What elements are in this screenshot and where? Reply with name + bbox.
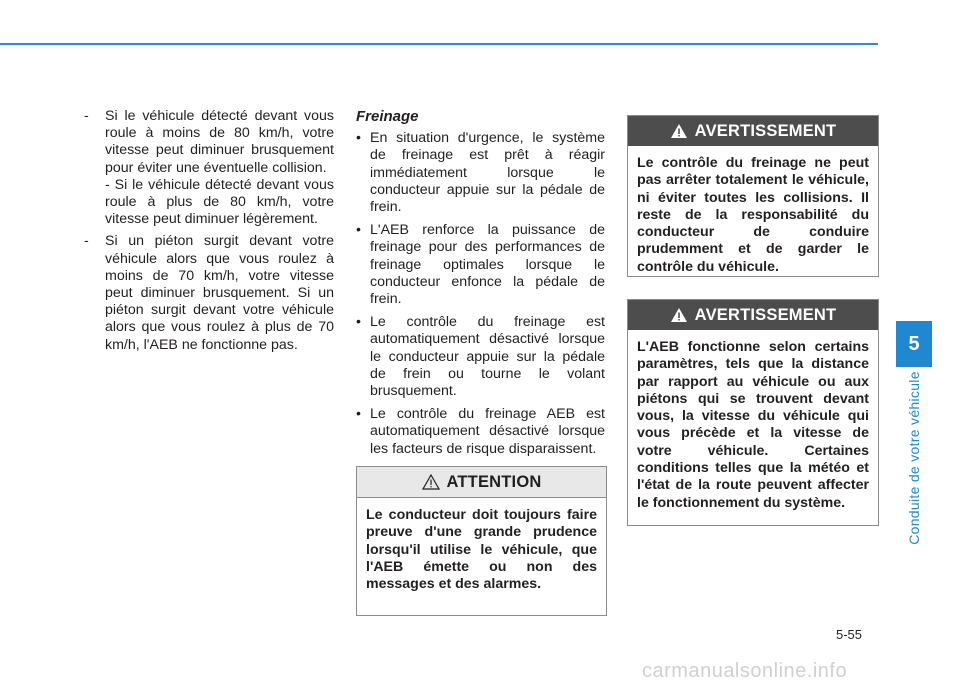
chapter-title-vertical bbox=[894, 370, 934, 545]
list-item-text: Si le véhicule détecté devant vous roule à moins de 80 km/h, votre vitesse peut diminuer brusquement pour éviter une éventuelle collision. bbox=[105, 108, 334, 176]
chapter-title: Conduite de votre véhicule bbox=[906, 370, 922, 545]
caution-triangle-icon bbox=[422, 474, 440, 490]
warning-box bbox=[627, 299, 879, 526]
warning-text: Le contrôle du freinage ne peut pas arrêter totalement le véhicule, ni éviter toutes les collisions. Il reste de la responsabilité du conducteur de conduire prudemment et de garder le contrôle du véhicule. bbox=[637, 155, 869, 275]
watermark: carmanualsonline.info bbox=[642, 660, 848, 682]
attention-title: ATTENTION bbox=[446, 472, 542, 491]
chapter-number: 5 bbox=[908, 332, 920, 355]
bullet-item: • Le contrôle du freinage est automatiquement désactivé lorsque le conducteur appuie sur la pédale de frein ou tourne le volant brusquement. bbox=[356, 314, 605, 400]
list-item-text: Si un piéton surgit devant votre véhicule alors que vous roulez à moins de 70 km/h, votre vitesse peut diminuer brusquement. Si un piéton surgit devant votre véhicule alors que vous roulez à plus de 70 km/h, l'AEB ne fonctionne pas. bbox=[105, 233, 334, 353]
attention-text: Le conducteur doit toujours faire preuve d'une grande prudence lorsqu'il utilise le véhicule, que l'AEB émette ou non des messages et des alarmes. bbox=[366, 507, 597, 593]
bullet-item: • En situation d'urgence, le système de freinage est prêt à réagir immédiatement lorsque le conducteur appuie sur la pédale de frein. bbox=[356, 130, 605, 216]
header-rule bbox=[0, 43, 878, 45]
section-heading: Freinage bbox=[356, 108, 419, 125]
warning-header bbox=[628, 116, 878, 146]
page-number: 5-55 bbox=[836, 627, 863, 642]
attention-box bbox=[356, 466, 607, 616]
warning-header bbox=[628, 300, 878, 330]
warning-title: AVERTISSEMENT bbox=[694, 121, 837, 140]
warning-triangle-icon bbox=[670, 123, 688, 139]
warning-triangle-icon bbox=[670, 307, 688, 323]
bullet-item: • Le contrôle du freinage AEB est automatiquement désactivé lorsque les facteurs de risque disparaissent. bbox=[356, 406, 605, 458]
chapter-tab bbox=[896, 321, 932, 367]
list-item bbox=[84, 233, 334, 353]
attention-header bbox=[357, 467, 606, 498]
bullet-item: • L'AEB renforce la puissance de freinage pour des performances de freinage optimales lorsque le conducteur enfonce la pédale de frein. bbox=[356, 222, 605, 308]
warning-title: AVERTISSEMENT bbox=[694, 305, 837, 324]
warning-text: L'AEB fonctionne selon certains paramètres, tels que la distance par rapport au véhicule ou aux piétons qui se trouvent devant vous, la vitesse du véhicule qui vous précède et la vitesse de votre véhicule. Certaines conditions telles que la météo et l'état de la route peuvent affecter le fonctionnement du système. bbox=[637, 339, 869, 511]
list-item bbox=[84, 108, 334, 228]
warning-box bbox=[627, 115, 879, 277]
middle-column bbox=[356, 108, 605, 464]
left-column bbox=[84, 108, 334, 359]
list-item-subtext: - Si le véhicule détecté devant vous roule à plus de 80 km/h, votre vitesse peut diminuer légèrement. bbox=[105, 176, 334, 228]
